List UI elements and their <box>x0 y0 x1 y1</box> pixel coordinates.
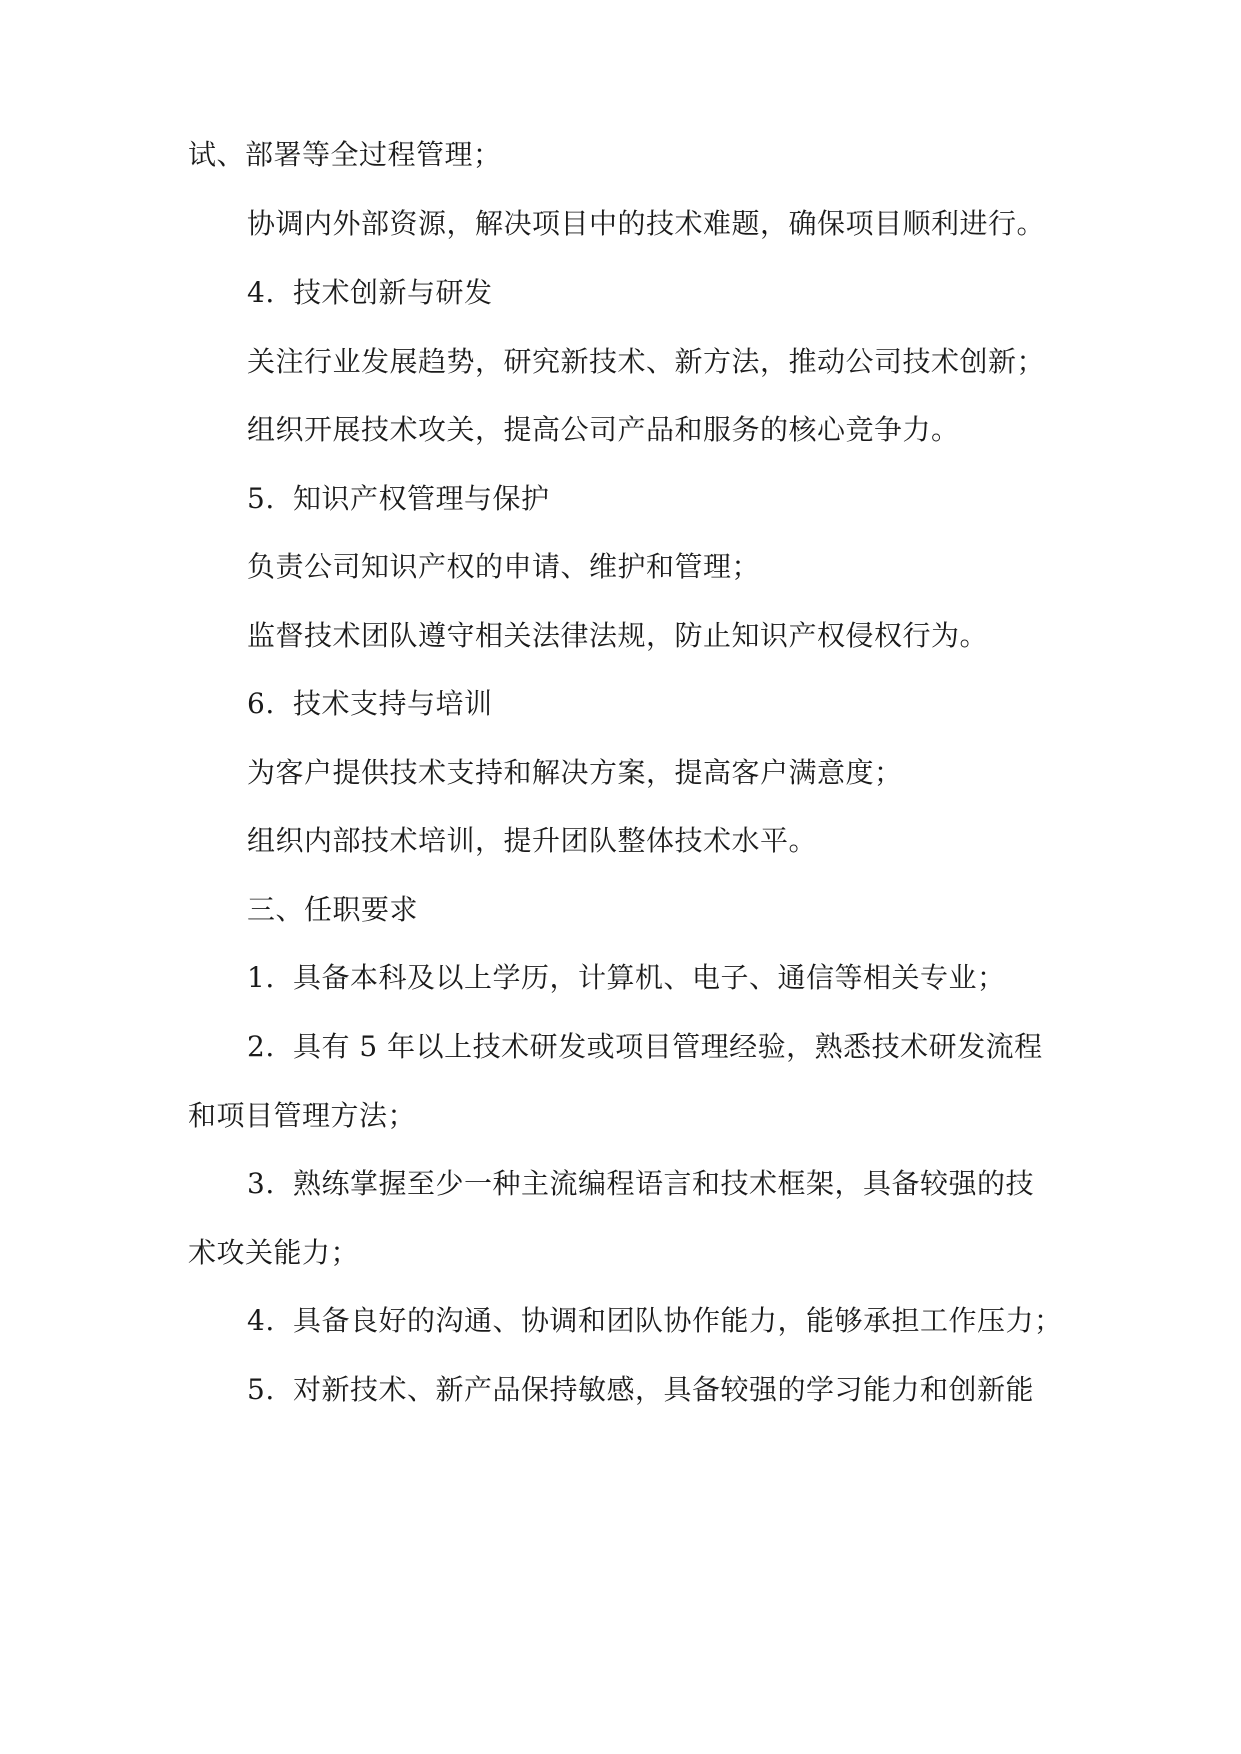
section-heading <box>247 479 1127 519</box>
line-text: 和项目管理方法； <box>188 1099 417 1132</box>
line-text: 熟练掌握至少一种主流编程语言和技术框架，具备较强的技 <box>293 1167 1035 1200</box>
heading-text: 技术创新与研发 <box>293 276 493 309</box>
list-item <box>247 1027 1127 1067</box>
text-line <box>247 616 1127 656</box>
section-heading <box>247 273 1127 313</box>
line-text: 具备本科及以上学历，计算机、电子、通信等相关专业； <box>293 961 1006 994</box>
list-item <box>247 1301 1127 1341</box>
list-item <box>247 958 1127 998</box>
line-text: 协调内外部资源，解决项目中的技术难题，确保项目顺利进行。 <box>247 207 1046 240</box>
heading-text: 三、任职要求 <box>247 893 419 926</box>
list-item <box>247 1164 1127 1204</box>
line-text: 负责公司知识产权的申请、维护和管理； <box>247 550 761 583</box>
list-number: 5. <box>247 482 275 515</box>
list-number: 5. <box>247 1373 275 1406</box>
list-number: 4. <box>247 276 275 309</box>
text-line <box>188 1233 1068 1273</box>
list-number: 2. <box>247 1030 275 1063</box>
line-text: 术攻关能力； <box>188 1236 360 1269</box>
list-number: 1. <box>247 961 275 994</box>
text-line <box>188 135 1068 175</box>
section-heading <box>247 684 1127 724</box>
line-text: 具有 5 年以上技术研发或项目管理经验，熟悉技术研发流程 <box>293 1030 1043 1063</box>
heading-text: 知识产权管理与保护 <box>293 482 550 515</box>
text-line <box>247 410 1127 450</box>
line-text: 组织开展技术攻关，提高公司产品和服务的核心竞争力。 <box>247 413 960 446</box>
list-number: 4. <box>247 1304 275 1337</box>
list-item <box>247 1370 1127 1410</box>
line-text: 监督技术团队遵守相关法律法规，防止知识产权侵权行为。 <box>247 619 989 652</box>
line-text: 具备良好的沟通、协调和团队协作能力，能够承担工作压力； <box>293 1304 1063 1337</box>
line-text: 对新技术、新产品保持敏感，具备较强的学习能力和创新能 <box>293 1373 1035 1406</box>
list-number: 6. <box>247 687 275 720</box>
text-line <box>247 204 1127 244</box>
text-line <box>247 342 1127 382</box>
text-line <box>247 753 1127 793</box>
line-text: 关注行业发展趋势，研究新技术、新方法，推动公司技术创新； <box>247 345 1046 378</box>
list-number: 3. <box>247 1167 275 1200</box>
section-heading <box>247 890 1127 930</box>
text-line <box>247 547 1127 587</box>
line-text: 为客户提供技术支持和解决方案，提高客户满意度； <box>247 756 903 789</box>
line-text: 试、部署等全过程管理； <box>188 138 502 171</box>
heading-text: 技术支持与培训 <box>293 687 493 720</box>
text-line <box>247 821 1127 861</box>
line-text: 组织内部技术培训，提升团队整体技术水平。 <box>247 824 818 857</box>
text-line <box>188 1096 1068 1136</box>
